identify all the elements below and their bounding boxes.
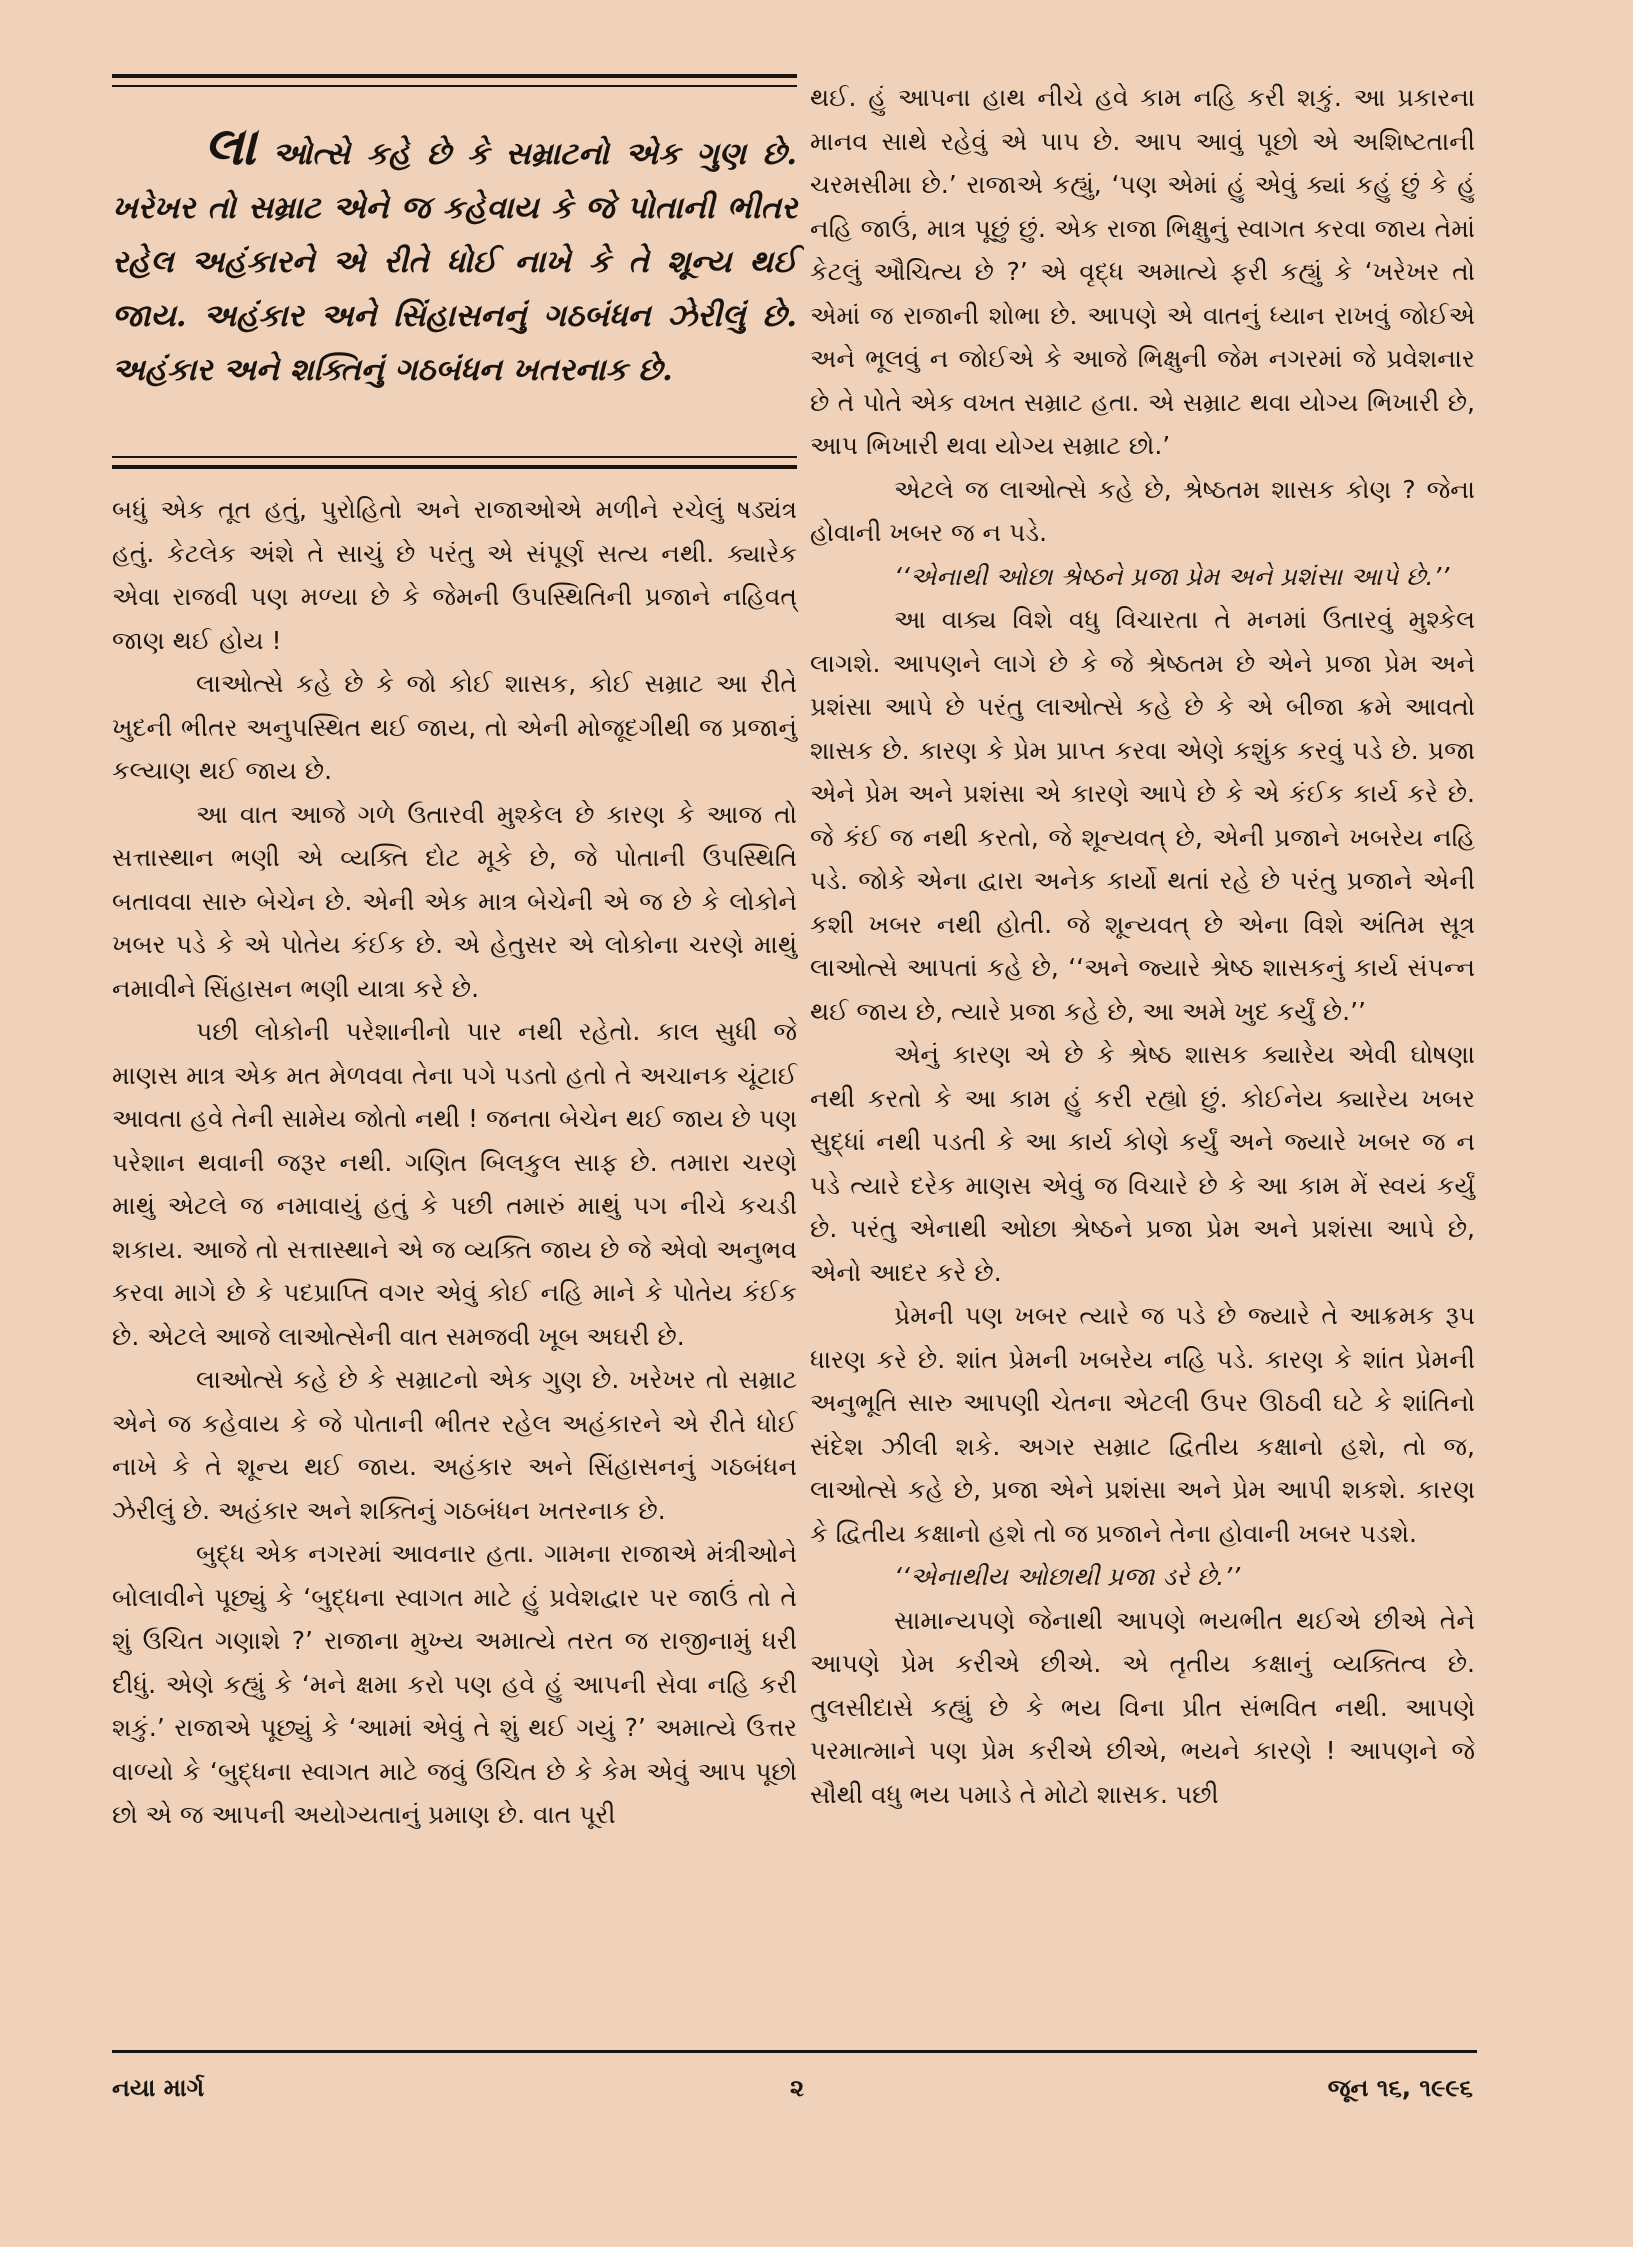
footer-date: જૂન ૧૬, ૧૯૯૬	[1327, 2074, 1473, 2102]
paragraph: બધું એક તૂત હતું, પુરોહિતો અને રાજાઓએ મળીને રચેલું ષડ્યંત્ર હતું. કેટલેક અંશે તે સાચું છે પરંતુ એ સંપૂર્ણ સત્ય નથી. ક્યારેક એવા રાજવી પણ મળ્યા છે કે જેમની ઉપસ્થિતિની પ્રજાને નહિવત્ જાણ થઈ હોય !	[112, 495, 797, 655]
footer-page-number: ૨	[790, 2074, 805, 2102]
right-column	[810, 76, 1475, 1816]
footer-publication: નયા માર્ગ	[112, 2074, 205, 2102]
sutra-quote: ‘‘એનાથીય ઓછાથી પ્રજા ડરે છે.’’	[894, 1562, 1241, 1591]
pull-quote-top-rule-thin	[112, 85, 797, 87]
paragraph: લાઓત્સે કહે છે કે સમ્રાટનો એક ગુણ છે. ખરેખર તો સમ્રાટ એને જ કહેવાય કે જે પોતાની ભીતર રહેલ અહંકારને એ રીતે ધોઈ નાખે કે તે શૂન્ય થઈ જાય. અહંકાર અને સિંહાસનનું ગઠબંધન ઝેરીલું છે. અહંકાર અને શક્તિનું ગઠબંધન ખતરનાક છે.	[112, 1365, 797, 1525]
pull-quote	[112, 116, 798, 397]
pull-quote-text: ઓત્સે કહે છે કે સમ્રાટનો એક ગુણ છે. ખરેખર તો સમ્રાટ એને જ કહેવાય કે જે પોતાની ભીતર રહેલ અહંકારને એ રીતે ધોઈ નાખે કે તે શૂન્ય થઈ જાય. અહંકાર અને સિંહાસનનું ગઠબંધન ઝેરીલું છે. અહંકાર અને શક્તિનું ગઠબંધન ખતરનાક છે.	[112, 136, 798, 388]
paragraph: થઈ. હું આપના હાથ નીચે હવે કામ નહિ કરી શકું. આ પ્રકારના માનવ સાથે રહેવું એ પાપ છે. આપ આવું પૂછો એ અશિષ્ટતાની ચરમસીમા છે.’ રાજાએ કહ્યું, ‘પણ એમાં હું એવું ક્યાં કહું છું કે હું નહિ જાઉં, માત્ર પૂછું છું. એક રાજા ભિક્ષુનું સ્વાગત કરવા જાય તેમાં કેટલું ઔચિત્ય છે ?’ એ વૃદ્ધ અમાત્યે ફરી કહ્યું કે ‘ખરેખર તો એમાં જ રાજાની શોભા છે. આપણે એ વાતનું ધ્યાન રાખવું જોઈએ અને ભૂલવું ન જોઈએ કે આજે ભિક્ષુની જેમ નગરમાં જે પ્રવેશનાર છે તે પોતે એક વખત સમ્રાટ હતા. એ સમ્રાટ થવા યોગ્ય ભિખારી છે, આપ ભિખારી થવા યોગ્ય સમ્રાટ છો.’	[810, 83, 1475, 460]
paragraph: પ્રેમની પણ ખબર ત્યારે જ પડે છે જ્યારે તે આક્રમક રૂપ ધારણ કરે છે. શાંત પ્રેમની ખબરેય નહિ પડે. કારણ કે શાંત પ્રેમની અનુભૂતિ સારુ આપણી ચેતના એટલી ઉપર ઊઠવી ઘટે કે શાંતિનો સંદેશ ઝીલી શકે. અગર સમ્રાટ દ્વિતીય કક્ષાનો હશે, તો જ, લાઓત્સે કહે છે, પ્રજા એને પ્રશંસા અને પ્રેમ આપી શકશે. કારણ કે દ્વિતીય કક્ષાનો હશે તો જ પ્રજાને તેના હોવાની ખબર પડશે.	[810, 1301, 1475, 1548]
paragraph: સામાન્યપણે જેનાથી આપણે ભયભીત થઈએ છીએ તેને આપણે પ્રેમ કરીએ છીએ. એ તૃતીય કક્ષાનું વ્યક્તિત્વ છે. તુલસીદાસે કહ્યું છે કે ભય વિના પ્રીત સંભવિત નથી. આપણે પરમાત્માને પણ પ્રેમ કરીએ છીએ, ભયને કારણે ! આપણને જે સૌથી વધુ ભય પમાડે તે મોટો શાસક. પછી	[810, 1605, 1475, 1809]
paragraph: એટલે જ લાઓત્સે કહે છે, શ્રેષ્ઠતમ શાસક કોણ ? જેના હોવાની ખબર જ ન પડે.	[810, 474, 1475, 547]
paragraph: આ વાક્ય વિશે વધુ વિચારતા તે મનમાં ઉતારવું મુશ્કેલ લાગશે. આપણને લાગે છે કે જે શ્રેષ્ઠતમ છે એને પ્રજા પ્રેમ અને પ્રશંસા આપે છે પરંતુ લાઓત્સે કહે છે કે એ બીજા ક્રમે આવતો શાસક છે. કારણ કે પ્રેમ પ્રાપ્ત કરવા એણે કશુંક કરવું પડે છે. પ્રજા એને પ્રેમ અને પ્રશંસા એ કારણે આપે છે કે એ કંઈક કાર્ય કરે છે. જે કંઈ જ નથી કરતો, જે શૂન્યવત્ છે, એની પ્રજાને ખબરેય નહિ પડે. જોકે એના દ્વારા અનેક કાર્યો થતાં રહે છે પરંતુ પ્રજાને એની કશી ખબર નથી હોતી. જે શૂન્યવત્ છે એના વિશે અંતિમ સૂત્ર લાઓત્સે આપતાં કહે છે, ‘‘અને જ્યારે શ્રેષ્ઠ શાસકનું કાર્ય સંપન્ન થઈ જાય છે, ત્યારે પ્રજા કહે છે, આ અમે ખુદ કર્યું છે.’’	[810, 605, 1475, 1026]
pull-quote-top-rule	[112, 74, 797, 78]
pull-quote-bottom-rule-thin	[112, 456, 797, 458]
pull-quote-box	[112, 116, 798, 397]
paragraph: લાઓત્સે કહે છે કે જો કોઈ શાસક, કોઈ સમ્રાટ આ રીતે ખુદની ભીતર અનુપસ્થિત થઈ જાય, તો એની મોજૂદગીથી જ પ્રજાનું કલ્યાણ થઈ જાય છે.	[112, 669, 797, 785]
pull-quote-dropcap: લા	[204, 116, 257, 177]
left-column	[112, 488, 797, 1837]
sutra-quote: ‘‘એનાથી ઓછા શ્રેષ્ઠને પ્રજા પ્રેમ અને પ્રશંસા આપે છે.’’	[894, 561, 1450, 591]
paragraph: પછી લોકોની પરેશાનીનો પાર નથી રહેતો. કાલ સુધી જે માણસ માત્ર એક મત મેળવવા તેના પગે પડતો હતો તે અચાનક ચૂંટાઈ આવતા હવે તેની સામેય જોતો નથી ! જનતા બેચેન થઈ જાય છે પણ પરેશાન થવાની જરૂર નથી. ગણિત બિલકુલ સાફ છે. તમારા ચરણે માથું એટલે જ નમાવાયું હતું કે પછી તમારું માથું પગ નીચે કચડી શકાય. આજે તો સત્તાસ્થાને એ જ વ્યક્તિ જાય છે જે એવો અનુભવ કરવા માગે છે કે પદપ્રાપ્તિ વગર એવું કોઈ નહિ માને કે પોતેય કંઈક છે. એટલે આજે લાઓત્સેની વાત સમજવી ખૂબ અઘરી છે.	[112, 1017, 797, 1351]
pull-quote-bottom-rule	[112, 465, 797, 469]
paragraph: બુદ્ધ એક નગરમાં આવનાર હતા. ગામના રાજાએ મંત્રીઓને બોલાવીને પૂછ્યું કે ‘બુદ્ધના સ્વાગત માટે હું પ્રવેશદ્વાર પર જાઉં તો તે શું ઉચિત ગણાશે ?’ રાજાના મુખ્ય અમાત્યે તરત જ રાજીનામું ધરી દીધું. એણે કહ્યું કે ‘મને ક્ષમા કરો પણ હવે હું આપની સેવા નહિ કરી શકું.’ રાજાએ પૂછ્યું કે ‘આમાં એવું તે શું થઈ ગયું ?’ અમાત્યે ઉત્તર વાળ્યો કે ‘બુદ્ધના સ્વાગત માટે જવું ઉચિત છે કે કેમ એવું આપ પૂછો છો એ જ આપની અયોગ્યતાનું પ્રમાણ છે. વાત પૂરી	[112, 1539, 797, 1829]
paragraph: એનું કારણ એ છે કે શ્રેષ્ઠ શાસક ક્યારેય એવી ઘોષણા નથી કરતો કે આ કામ હું કરી રહ્યો છું. કોઈનેય ક્યારેય ખબર સુદ્ધાં નથી પડતી કે આ કાર્ય કોણે કર્યું અને જ્યારે ખબર જ ન પડે ત્યારે દરેક માણસ એવું જ વિચારે છે કે આ કામ મેં સ્વયં કર્યું છે. પરંતુ એનાથી ઓછા શ્રેષ્ઠને પ્રજા પ્રેમ અને પ્રશંસા આપે છે, એનો આદર કરે છે.	[810, 1040, 1475, 1287]
paragraph: આ વાત આજે ગળે ઉતારવી મુશ્કેલ છે કારણ કે આજ તો સત્તાસ્થાન ભણી એ વ્યક્તિ દોટ મૂકે છે, જે પોતાની ઉપસ્થિતિ બતાવવા સારુ બેચેન છે. એની એક માત્ર બેચેની એ જ છે કે લોકોને ખબર પડે કે એ પોતેય કંઈક છે. એ હેતુસર એ લોકોના ચરણે માથું નમાવીને સિંહાસન ભણી યાત્રા કરે છે.	[112, 799, 797, 1003]
footer-rule	[112, 2050, 1477, 2053]
